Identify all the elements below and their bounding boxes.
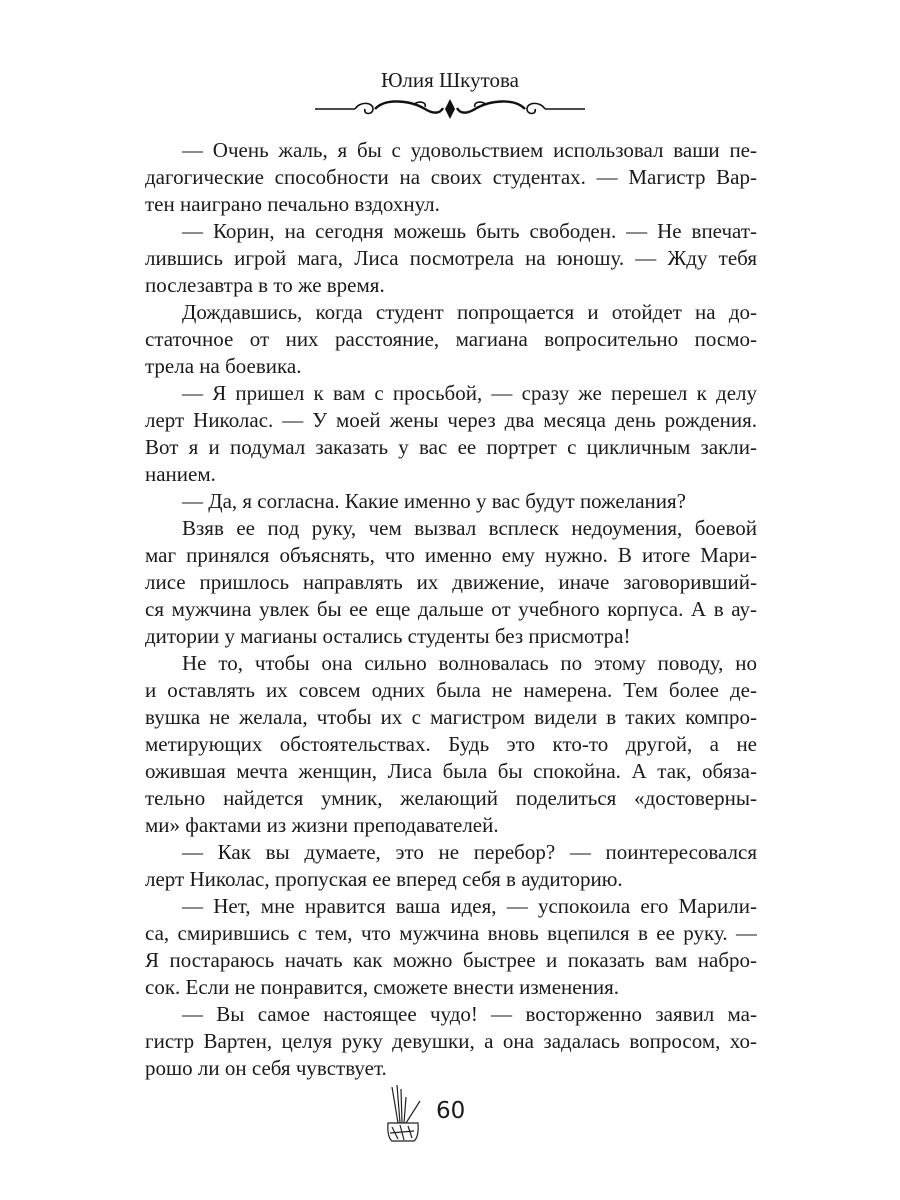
text-line: — Как вы думаете, это не перебор? — поинтересовался (182, 840, 757, 864)
text-line: трела на боевика. (145, 354, 302, 378)
running-header-author: Юлия Шкутова (381, 68, 519, 92)
text-line: ожившая мечта женщин, Лиса была бы спокойна. А так, обяза- (145, 759, 757, 783)
text-line: лисе пришлось направлять их движение, иначе заговоривший- (145, 570, 757, 594)
text-line: — Я пришел к вам с просьбой, — сразу же перешел к делу (182, 381, 757, 405)
text-line: Дождавшись, когда студент попрощается и отойдет на до- (182, 300, 757, 324)
text-line: са, смирившись с тем, что мужчина вновь вцепился в ее руку. — (145, 921, 757, 945)
text-line: и оставлять их совсем одних была не намерена. Тем более де- (145, 678, 757, 702)
text-line: дитории у магианы остались студенты без присмотра! (145, 624, 631, 648)
text-line: тельно найдется умник, желающий поделиться «достоверны- (145, 786, 757, 810)
text-line: дагогические способности на своих студентах. — Магистр Вар- (145, 165, 757, 189)
text-line: маг принялся объяснять, что именно ему нужно. В итоге Мари- (145, 543, 757, 567)
text-line: статочное от них расстояние, магиана вопросительно посмо- (145, 327, 757, 351)
text-line: нанием. (145, 462, 216, 486)
text-line: рошо ли он себя чувствует. (145, 1056, 387, 1080)
text-line: лерт Николас, пропуская ее вперед себя в аудиторию. (145, 867, 623, 891)
text-line: Не то, чтобы она сильно волновалась по этому поводу, но (182, 651, 757, 675)
brushes-in-jar-icon (384, 1085, 424, 1145)
text-line: гистр Вартен, целуя руку девушки, а она задалась вопросом, хо- (145, 1029, 757, 1053)
text-line: метирующих обстоятельствах. Будь это кто-то другой, а не (145, 732, 757, 756)
text-line: ся мужчина увлек бы ее еще дальше от учебного корпуса. А в ау- (145, 597, 757, 621)
text-line: Я постараюсь начать как можно быстрее и показать вам набро- (145, 948, 757, 972)
text-line: ми» фактами из жизни преподавателей. (145, 813, 499, 837)
ornament-divider-icon (315, 96, 585, 122)
text-line: Вот я и подумал заказать у вас ее портрет с цикличным закли- (145, 435, 757, 459)
text-line: тен наиграно печально вздохнул. (145, 192, 440, 216)
body-text (145, 137, 757, 1082)
text-line: — Корин, на сегодня можешь быть свободен. — Не впечат- (182, 219, 757, 243)
text-line: лившись игрой мага, Лиса посмотрела на юношу. — Жду тебя (145, 246, 757, 270)
text-line: — Нет, мне нравится ваша идея, — успокоила его Марили- (182, 894, 757, 918)
text-line: сок. Если не понравится, сможете внести изменения. (145, 975, 619, 999)
text-line: лерт Николас. — У моей жены через два месяца день рождения. (145, 408, 757, 432)
text-line: — Очень жаль, я бы с удовольствием использовал ваши пе- (182, 138, 757, 162)
text-line: Взяв ее под руку, чем вызвал всплеск недоумения, боевой (182, 516, 757, 540)
text-line: — Да, я согласна. Какие именно у вас будут пожелания? (182, 489, 686, 513)
page-number: 60 (436, 1098, 466, 1124)
text-line: — Вы самое настоящее чудо! — восторженно заявил ма- (182, 1002, 757, 1026)
text-line: вушка не желала, чтобы их с магистром видели в таких компро- (145, 705, 757, 729)
text-line: послезавтра в то же время. (145, 273, 385, 297)
